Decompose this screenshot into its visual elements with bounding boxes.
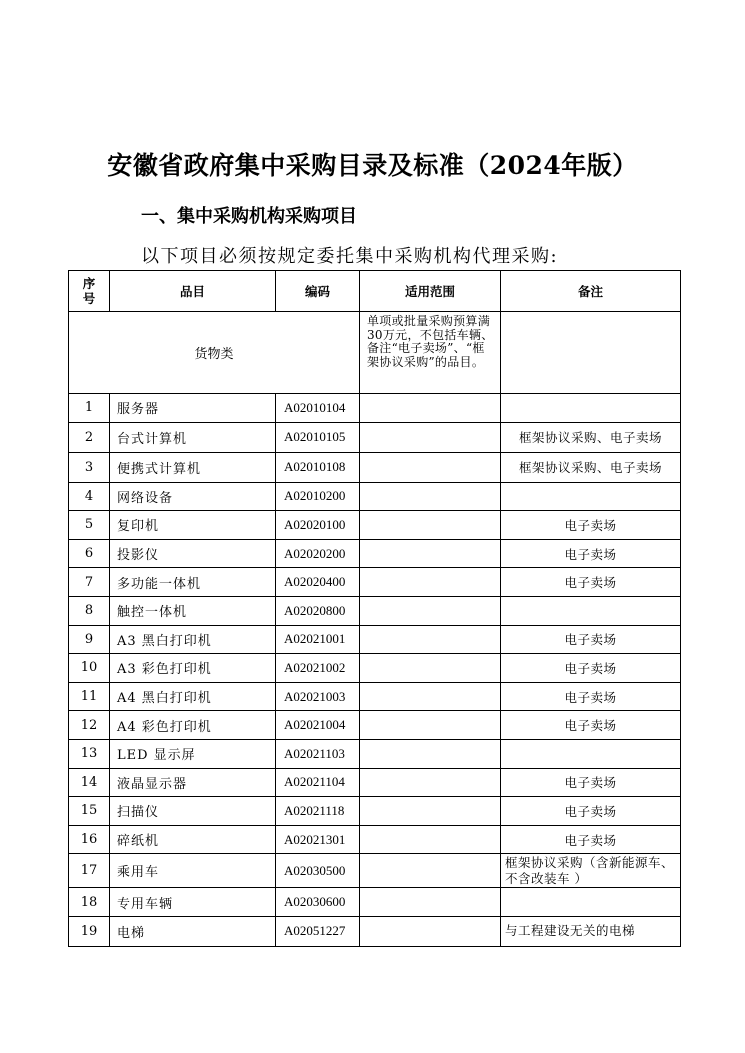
table-row [69,888,681,917]
table-cell-seq: 12 [69,711,110,740]
table-cell-code: A02021103 [276,739,360,768]
table-cell-seq: 4 [69,482,110,511]
table-cell-remark [501,394,681,423]
table-cell-code: A02020800 [276,596,360,625]
table-cell-code: A02021002 [276,654,360,683]
table-cell-scope [360,739,501,768]
table-cell-name: 多功能一体机 [110,568,276,597]
table-cell-seq: 2 [69,422,110,452]
table-cell-code: A02020100 [276,511,360,540]
table-cell-scope [360,711,501,740]
table-cell-code: A02021003 [276,682,360,711]
table-row [69,825,681,854]
category-remark [501,312,681,394]
table-cell-scope [360,452,501,482]
table-cell-name: A3 黑白打印机 [110,625,276,654]
table-cell-scope [360,682,501,711]
table-cell-scope [360,797,501,826]
category-row [69,312,681,394]
table-cell-seq: 19 [69,916,110,946]
table-cell-scope [360,596,501,625]
table-cell-code: A02010105 [276,422,360,452]
table-cell-remark: 电子卖场 [501,768,681,797]
table-cell-name: A3 彩色打印机 [110,654,276,683]
table-cell-seq: 9 [69,625,110,654]
table-row [69,797,681,826]
table-cell-code: A02010104 [276,394,360,423]
table-cell-remark: 与工程建设无关的电梯 [501,916,681,946]
table-cell-code: A02010200 [276,482,360,511]
table-cell-seq: 15 [69,797,110,826]
table-cell-code: A02021001 [276,625,360,654]
table-row [69,768,681,797]
table-cell-code: A02020200 [276,539,360,568]
table-cell-scope [360,888,501,917]
table-cell-scope [360,511,501,540]
table-row [69,654,681,683]
table-cell-name: 乘用车 [110,854,276,888]
table-cell-remark: 框架协议采购（含新能源车、不含改装车 ） [501,854,681,888]
document-title: 安徽省政府集中采购目录及标准（2024年版） [107,151,638,180]
table-cell-scope [360,422,501,452]
table-cell-name: 触控一体机 [110,596,276,625]
table-row [69,422,681,452]
header-code: 编码 [276,271,360,312]
table-cell-remark: 电子卖场 [501,711,681,740]
table-cell-remark: 框架协议采购、电子卖场 [501,422,681,452]
table-cell-name: A4 黑白打印机 [110,682,276,711]
table-cell-seq: 16 [69,825,110,854]
category-label: 货物类 [69,312,360,394]
table-cell-seq: 7 [69,568,110,597]
table-cell-name: 便携式计算机 [110,452,276,482]
table-row [69,539,681,568]
table-cell-remark [501,739,681,768]
table-cell-seq: 13 [69,739,110,768]
table-cell-name: 电梯 [110,916,276,946]
table-row [69,739,681,768]
table-cell-scope [360,394,501,423]
table-cell-code: A02030600 [276,888,360,917]
table-row [69,682,681,711]
table-cell-name: 投影仪 [110,539,276,568]
intro-paragraph: 以下项目必须按规定委托集中采购机构代理采购: [141,246,559,267]
table-cell-remark: 电子卖场 [501,797,681,826]
table-row [69,568,681,597]
table-cell-scope [360,568,501,597]
table-cell-scope [360,482,501,511]
table-cell-name: 网络设备 [110,482,276,511]
table-cell-name: LED 显示屏 [110,739,276,768]
table-row [69,511,681,540]
table-cell-name: 专用车辆 [110,888,276,917]
table-row [69,625,681,654]
table-row [69,854,681,888]
table-cell-name: 液晶显示器 [110,768,276,797]
table-cell-seq: 3 [69,452,110,482]
table-cell-scope [360,625,501,654]
table-cell-code: A02051227 [276,916,360,946]
table-cell-seq: 14 [69,768,110,797]
table-cell-remark [501,596,681,625]
table-cell-code: A02021004 [276,711,360,740]
header-scope: 适用范围 [360,271,501,312]
table-cell-remark: 电子卖场 [501,511,681,540]
table-row [69,916,681,946]
table-cell-code: A02010108 [276,452,360,482]
header-remark: 备注 [501,271,681,312]
table-cell-remark: 电子卖场 [501,625,681,654]
table-cell-seq: 17 [69,854,110,888]
procurement-table [68,270,681,947]
table-row [69,596,681,625]
table-cell-scope [360,854,501,888]
table-cell-name: 碎纸机 [110,825,276,854]
table-cell-code: A02021301 [276,825,360,854]
table-cell-scope [360,916,501,946]
table-cell-scope [360,539,501,568]
table-cell-remark: 电子卖场 [501,568,681,597]
table-cell-seq: 6 [69,539,110,568]
table-cell-scope [360,825,501,854]
table-cell-remark [501,482,681,511]
table-cell-scope [360,654,501,683]
table-cell-remark: 框架协议采购、电子卖场 [501,452,681,482]
table-cell-code: A02021118 [276,797,360,826]
table-cell-scope [360,768,501,797]
table-cell-name: A4 彩色打印机 [110,711,276,740]
table-cell-seq: 1 [69,394,110,423]
section-heading: 一、集中采购机构采购项目 [141,206,357,227]
table-row [69,482,681,511]
table-cell-remark [501,888,681,917]
table-cell-name: 复印机 [110,511,276,540]
table-cell-seq: 11 [69,682,110,711]
table-cell-name: 服务器 [110,394,276,423]
table-cell-seq: 10 [69,654,110,683]
header-seq: 序号 [69,271,110,312]
table-cell-seq: 18 [69,888,110,917]
table-row [69,711,681,740]
table-cell-remark: 电子卖场 [501,825,681,854]
table-cell-code: A02030500 [276,854,360,888]
table-cell-name: 台式计算机 [110,422,276,452]
table-cell-code: A02021104 [276,768,360,797]
category-scope: 单项或批量采购预算满30万元，不包括车辆、备注“电子卖场”、“框架协议采购”的品目。 [360,312,501,394]
table-row [69,394,681,423]
table-row [69,452,681,482]
header-name: 品目 [110,271,276,312]
table-cell-code: A02020400 [276,568,360,597]
table-cell-remark: 电子卖场 [501,539,681,568]
table-cell-seq: 8 [69,596,110,625]
table-cell-remark: 电子卖场 [501,654,681,683]
table-cell-remark: 电子卖场 [501,682,681,711]
table-cell-seq: 5 [69,511,110,540]
table-cell-name: 扫描仪 [110,797,276,826]
